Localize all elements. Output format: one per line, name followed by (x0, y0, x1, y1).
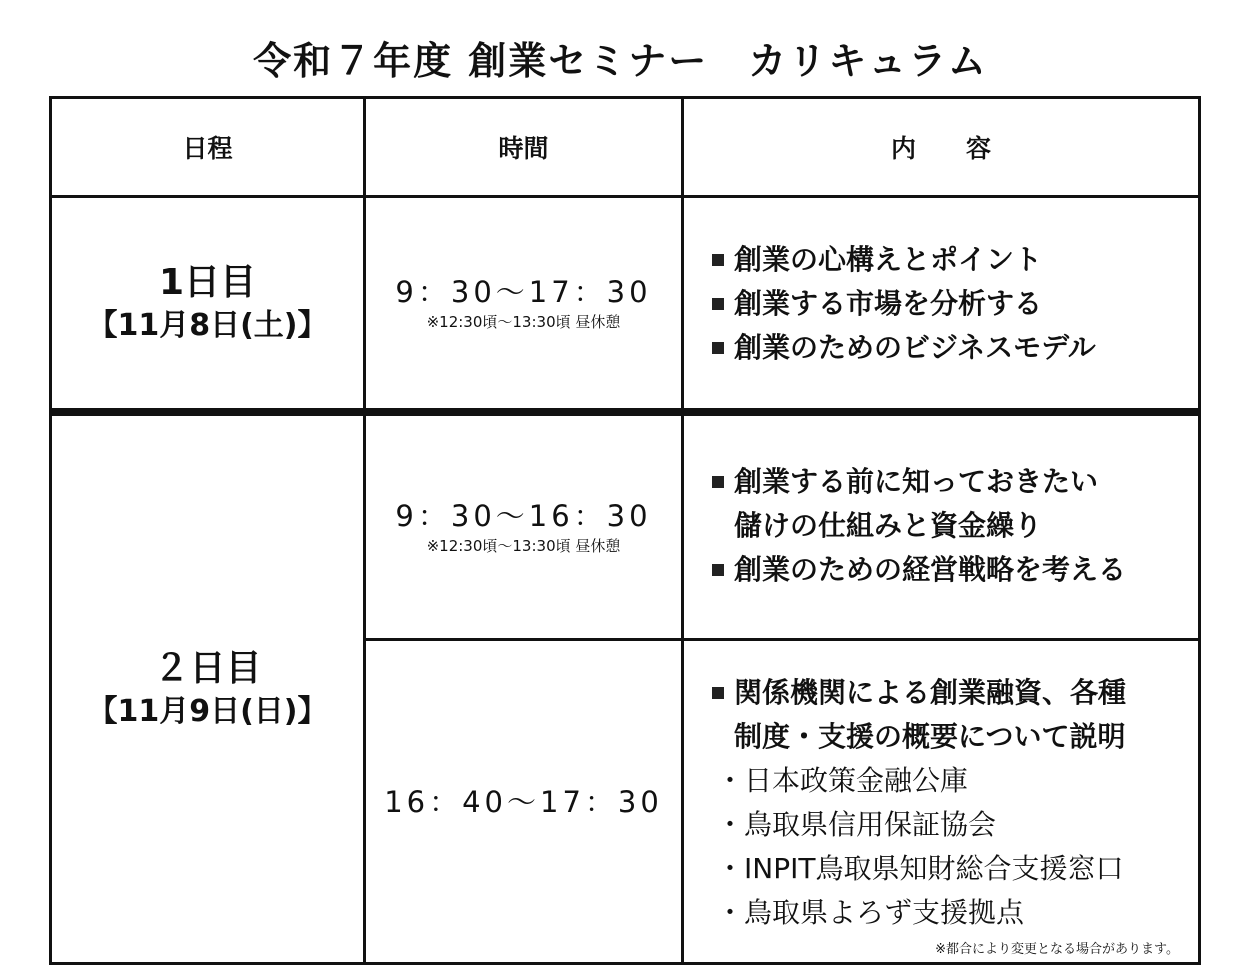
day1-label: 1日目 (158, 262, 257, 303)
column-divider-2 (681, 96, 684, 965)
organization-item: ・INPIT鳥取県知財総合支援窓口 (716, 852, 1124, 885)
day2-session1-content (712, 460, 1126, 592)
organization-item: ・日本政策金融公庫 (716, 764, 969, 797)
header-time: 時間 (498, 134, 549, 163)
day2-session1-time-cell (366, 416, 681, 638)
day1-content (712, 238, 1096, 370)
day1-date-cell (52, 198, 363, 408)
day2-date: 【11月9日(日)】 (87, 694, 328, 729)
organization-item: ・鳥取県信用保証協会 (716, 808, 997, 841)
list-item: 創業のための経営戦略を考える (712, 548, 1126, 592)
list-item: 創業の心構えとポイント (712, 238, 1096, 282)
day2-session2-content (712, 671, 1126, 935)
bullet-square-icon (712, 687, 724, 699)
day1-date: 【11月8日(土)】 (87, 308, 328, 343)
bullet-square-icon (712, 476, 724, 488)
bullet-square-icon (712, 564, 724, 576)
table-border-bottom (49, 962, 1201, 965)
list-item: 関係機関による創業融資、各種 (712, 671, 1126, 715)
list-item-continuation: 制度・支援の概要について説明 (734, 720, 1126, 753)
bullet-square-icon (712, 254, 724, 266)
day1-lunch-note: ※12:30頃〜13:30頃 昼休憩 (426, 313, 621, 331)
bullet-square-icon (712, 342, 724, 354)
header-date: 日程 (182, 134, 233, 163)
header-content: 内 容 (890, 134, 991, 163)
day-divider (49, 408, 1201, 416)
bullet-square-icon (712, 298, 724, 310)
day2-session2-time: 16：40〜17：30 (384, 784, 663, 819)
day2-date-cell (52, 416, 363, 962)
day1-time-cell (366, 198, 681, 408)
list-item-continuation: 儲けの仕組みと資金繰り (734, 509, 1043, 542)
footnote: ※都合により変更となる場合があります。 (935, 942, 1179, 957)
day2-session1-time: 9：30〜16：30 (395, 499, 652, 533)
day2-label: ２日目 (153, 648, 262, 689)
list-item: 創業する前に知っておきたい (712, 460, 1126, 504)
list-item: 創業する市場を分析する (712, 282, 1096, 326)
organization-item: ・鳥取県よろず支援拠点 (716, 896, 1025, 929)
table-border-right (1198, 96, 1201, 965)
list-item: 創業のためのビジネスモデル (712, 326, 1096, 370)
day2-lunch-note: ※12:30頃〜13:30頃 昼休憩 (426, 537, 621, 555)
day1-time: 9：30〜17：30 (395, 275, 652, 309)
day2-session2-time-cell (366, 641, 681, 962)
page-title: 令和７年度 創業セミナー カリキュラム (253, 39, 988, 83)
